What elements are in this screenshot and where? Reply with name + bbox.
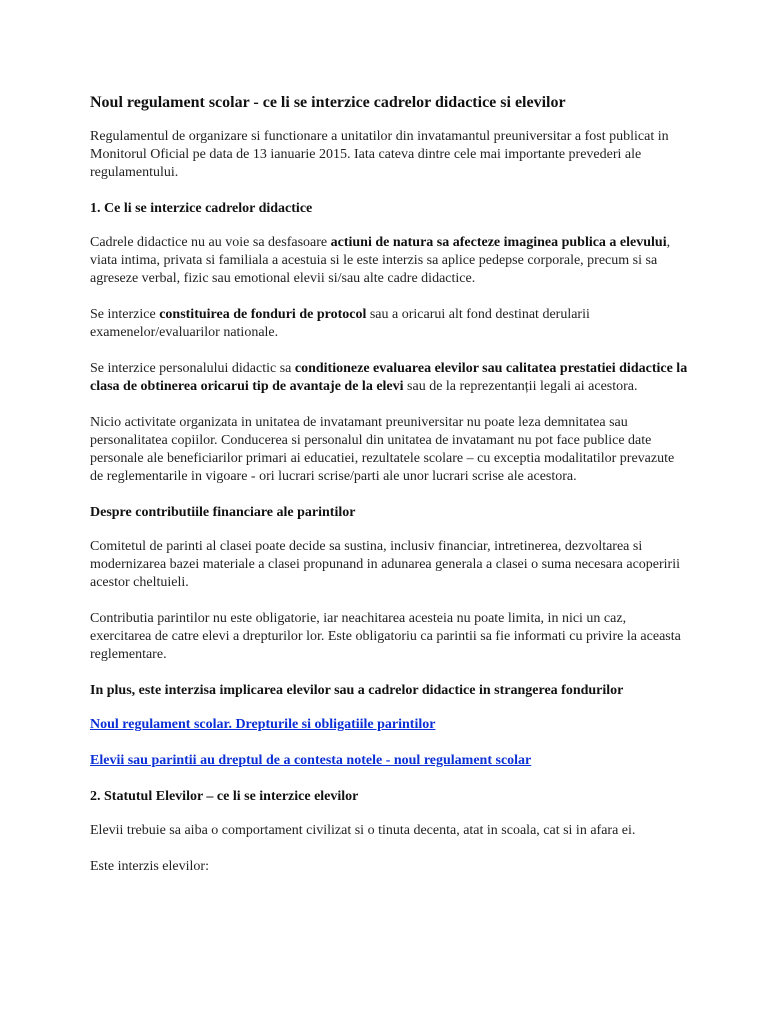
link-parent-rights[interactable]: Noul regulament scolar. Drepturile si obligatiile parintilor: [90, 717, 436, 732]
text-run: sau de la reprezentanții legali ai acestora.: [403, 379, 638, 394]
intro-paragraph: Regulamentul de organizare si functionare a unitatilor din invatamantul preuniversitar a fost publicat in Monitorul Oficial pe data de 13 ianuarie 2015. Iata cateva dintre cele mai importante prevederi ale regulamentului.: [90, 129, 669, 180]
section1-paragraph-4: Nicio activitate organizata in unitatea de invatamant preuniversitar nu poate leza demnitatea sau personalitatea copiilor. Conducerea si personalul din unitatea de invatamant nu pot face publice date personale ale beneficiarilor primari ai educatiei, rezultatele scolare – cu exceptia modalitatilor prevazute de reglementarile in vigoare - ori lucrari scrise/parti ale unor lucrari scrise ale acestora.: [90, 415, 675, 484]
text-run: sau a oricarui alt fond destinat derularii examenelor/evaluarilor nationale.: [90, 307, 590, 340]
section2-heading: 2. Statutul Elevilor – ce li se interzice elevilor: [90, 789, 359, 804]
finance-paragraph-2: Contributia parintilor nu este obligatorie, iar neachitarea acesteia nu poate limita, in nici un caz, exercitarea de catre elevi a drepturilor lor. Este obligatoriu ca parintii sa fie informati cu privire la aceasta reglementare.: [90, 611, 681, 662]
finance-paragraph-1: Comitetul de parinti al clasei poate decide sa sustina, inclusiv financiar, intretinerea, dezvoltarea si modernizarea bazei materiale a clasei propunand in adunarea generala a clasei o suma necesara acoperirii acestor cheltuieli.: [90, 539, 681, 590]
document-title: Noul regulament scolar - ce li se interzice cadrelor didactice si elevilor: [90, 94, 566, 111]
bold-run: constituirea de fonduri de protocol: [159, 307, 367, 322]
section1-heading: 1. Ce li se interzice cadrelor didactice: [90, 201, 313, 216]
section1-paragraph-3: [90, 360, 690, 396]
bold-run: actiuni de natura sa afecteze imaginea publica a elevului: [330, 235, 667, 250]
link-paragraph-1: [90, 716, 690, 734]
section1-paragraph-2: [90, 306, 690, 342]
section2-paragraph-1: Elevii trebuie sa aiba o comportament civilizat si o tinuta decenta, atat in scoala, cat si in afara ei.: [90, 823, 636, 838]
finance-bold-line: In plus, este interzisa implicarea elevilor sau a cadrelor didactice in strangerea fondurilor: [90, 683, 624, 698]
text-run: Se interzice: [90, 307, 160, 322]
finance-heading: Despre contributiile financiare ale parintilor: [90, 505, 356, 520]
document-page: [90, 92, 690, 894]
text-run: , viata intima, privata si familiala a acestuia si le este interzis sa aplice pedepse corporale, precum si sa agreseze verbal, fizic sau emotional elevii si/sau alte cadre didactice.: [90, 235, 671, 286]
section2-paragraph-2: Este interzis elevilor:: [90, 859, 209, 874]
link-contest-grades[interactable]: Elevii sau parintii au dreptul de a contesta notele - noul regulament scolar: [90, 753, 532, 768]
bold-run: conditioneze evaluarea elevilor sau calitatea prestatiei didactice la clasa de obtinerea oricarui tip de avantaje de la elevi: [90, 361, 688, 394]
text-run: Se interzice personalului didactic sa: [90, 361, 295, 376]
text-run: Cadrele didactice nu au voie sa desfasoare: [90, 235, 331, 250]
link-paragraph-2: [90, 752, 690, 770]
section1-paragraph-1: [90, 234, 690, 288]
